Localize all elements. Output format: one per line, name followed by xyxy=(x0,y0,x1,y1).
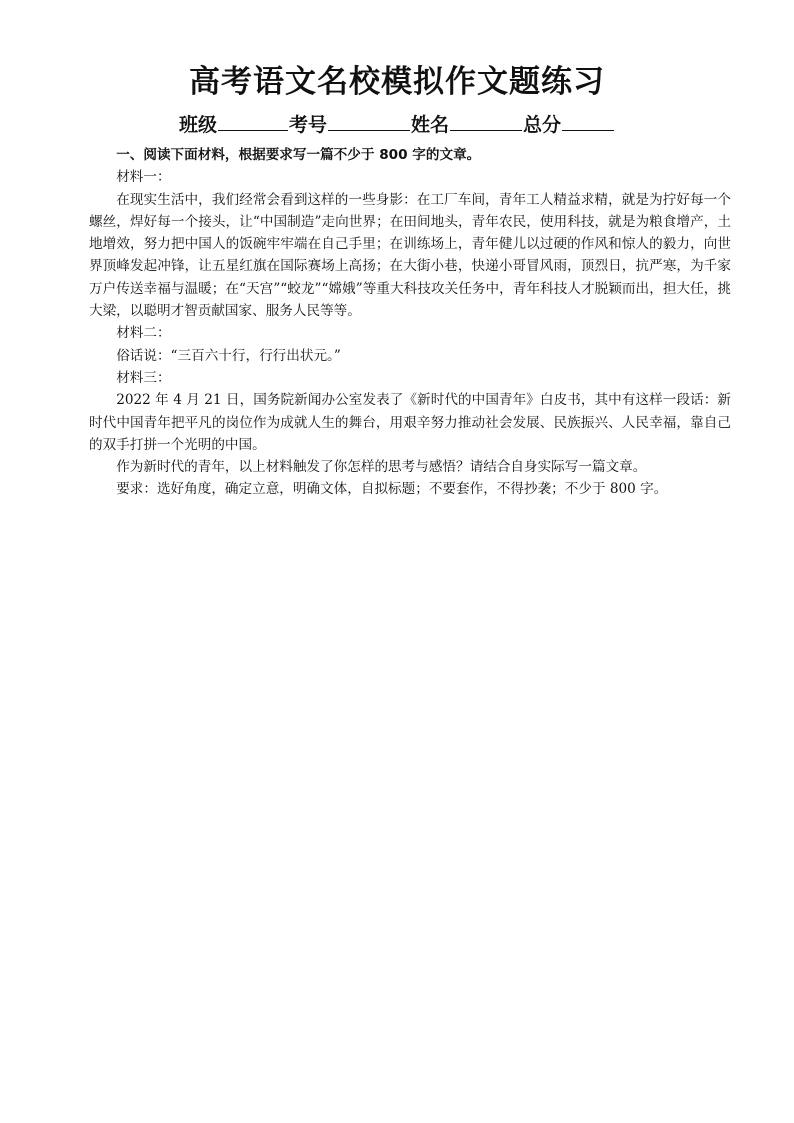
question-content xyxy=(89,144,731,501)
writing-prompt: 作为新时代的青年，以上材料触发了你怎样的思考与感悟？请结合自身实际写一篇文章。 xyxy=(116,459,647,476)
writing-requirements: 要求：选好角度，确定立意，明确文体，自拟标题；不要套作，不得抄袭；不少于 800 字。 xyxy=(116,481,668,498)
material-3-text: 2022 年 4 月 21 日，国务院新闻办公室发表了《新时代的中国青年》白皮书，其中有这样一段话：新时代中国青年把平凡的岗位作为成就人生的舞台，用艰辛努力推动社会发展、民族振兴、人民幸福，靠自己的双手打拼一个光明的中国。 xyxy=(89,392,731,453)
total-score-label: 总分 xyxy=(523,114,562,136)
document-title: 高考语文名校模拟作文题练习 xyxy=(189,64,605,100)
section-title: 一、阅读下面材料，根据要求写一篇不少于 800 字的文章。 xyxy=(116,147,481,163)
exam-number-blank xyxy=(328,112,410,131)
name-label: 姓名 xyxy=(411,114,450,136)
student-info-line xyxy=(0,112,794,138)
material-1-text: 在现实生活中，我们经常会看到这样的一些身影：在工厂车间，青年工人精益求精，就是为拧好每一个螺丝，焊好每一个接头，让“中国制造”走向世界；在田间地头，青年农民，使用科技，就是为粮食增产，土地增效，努力把中国人的饭碗牢牢端在自己手里；在训练场上，青年健儿以过硬的作风和惊人的毅力，向世界顶峰发起冲锋，让五星红旗在国际赛场上高扬；在大街小巷，快递小哥冒风雨，顶烈日，抗严寒，为千家万户传送幸福与温暖；在“天宫”“蛟龙”“嫦娥”等重大科技攻关任务中，青年科技人才脱颖而出，担大任，挑大梁，以聪明才智贡献国家、服务人民等等。 xyxy=(89,191,731,320)
class-label: 班级 xyxy=(178,114,217,136)
class-blank xyxy=(218,112,288,131)
material-1-label: 材料一： xyxy=(116,169,171,186)
name-blank xyxy=(450,112,522,131)
exam-number-label: 考号 xyxy=(288,114,327,136)
material-2-text: 俗话说：“三百六十行，行行出状元。” xyxy=(116,347,341,364)
material-2-label: 材料二： xyxy=(116,325,171,342)
material-3-label: 材料三： xyxy=(116,369,171,386)
total-score-blank xyxy=(562,112,614,131)
